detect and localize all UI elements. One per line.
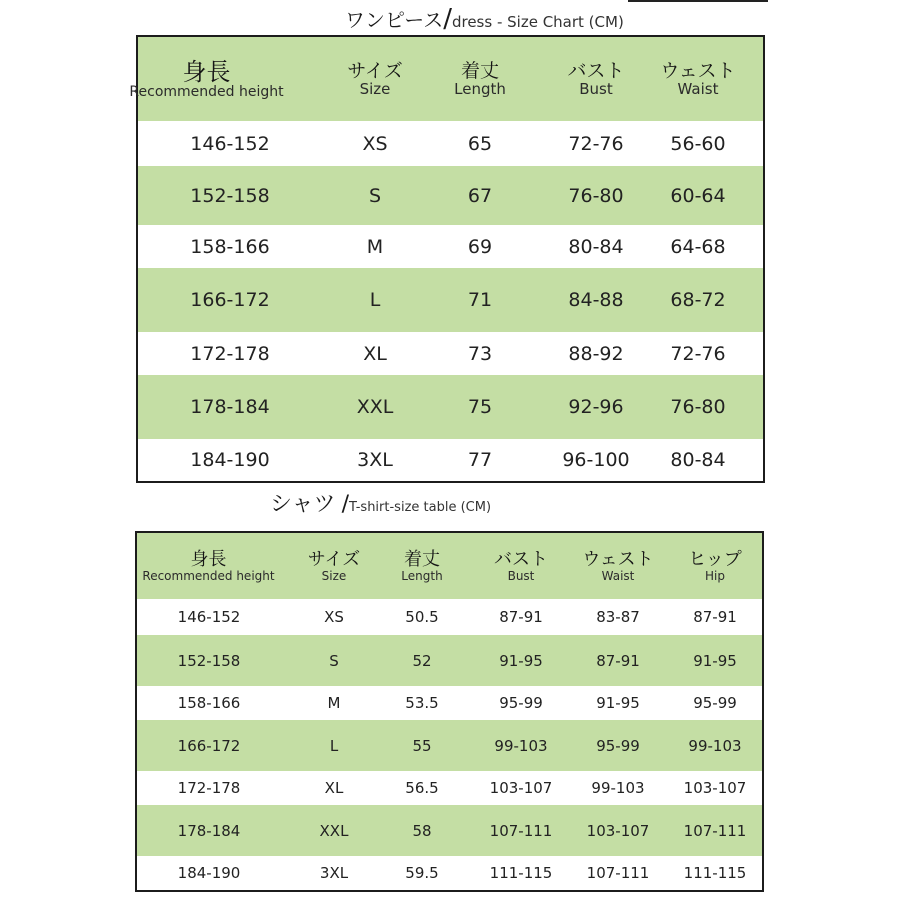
shirt-table-row — [137, 635, 762, 686]
cell-hip: 87-91 — [693, 608, 737, 626]
dress-table-row — [138, 332, 763, 375]
cell-length: 65 — [467, 132, 493, 155]
cell-waist: 72-76 — [670, 342, 726, 365]
cell-size: M — [327, 694, 341, 712]
cell-hip: 99-103 — [688, 736, 742, 755]
cell-waist: 56-60 — [670, 132, 726, 155]
dress-table-row — [138, 121, 763, 166]
cell-size: XL — [324, 779, 344, 797]
header-jp: バスト — [494, 548, 548, 570]
shirt-header-hip — [675, 533, 755, 599]
header-en: Size — [321, 568, 347, 583]
header-en: Waist — [601, 568, 635, 583]
shirt-header-length — [382, 533, 462, 599]
dress-title-jp: ワンピース — [345, 8, 444, 32]
cell-waist: 83-87 — [596, 608, 640, 626]
cell-height: 146-152 — [190, 132, 270, 155]
cell-waist: 103-107 — [586, 821, 650, 840]
cell-length: 69 — [467, 235, 493, 258]
header-en: Recommended height — [129, 83, 284, 100]
cell-size: XXL — [319, 821, 349, 840]
cell-length: 56.5 — [405, 779, 439, 797]
header-jp: 着丈 — [460, 59, 499, 82]
header-en: Bust — [507, 568, 535, 583]
dress-table-row — [138, 225, 763, 268]
shirt-size-chart — [135, 531, 764, 892]
cell-height: 178-184 — [190, 396, 270, 418]
cell-height: 166-172 — [177, 736, 241, 755]
shirt-table-row — [137, 771, 762, 805]
cell-length: 75 — [467, 396, 493, 418]
cell-waist: 87-91 — [596, 651, 640, 670]
header-en: Size — [359, 79, 391, 98]
header-jp: 身長 — [190, 548, 227, 570]
cell-size: M — [366, 235, 384, 258]
cell-size: S — [368, 184, 382, 207]
cell-height: 152-158 — [190, 184, 270, 207]
shirt-title-slash: / — [341, 492, 349, 517]
cell-waist: 107-111 — [586, 864, 650, 882]
cell-size: XXL — [356, 396, 394, 418]
header-jp: 身長 — [182, 57, 231, 86]
cell-hip: 95-99 — [693, 694, 737, 712]
shirt-header-row — [137, 533, 762, 599]
cell-waist: 95-99 — [596, 736, 640, 755]
dress-header-height — [129, 37, 284, 121]
cell-bust: 76-80 — [568, 184, 624, 207]
cell-height: 166-172 — [190, 289, 270, 311]
cell-waist: 64-68 — [670, 235, 726, 258]
cell-bust: 111-115 — [489, 864, 553, 882]
cell-bust: 99-103 — [494, 736, 548, 755]
cell-length: 52 — [412, 651, 432, 670]
shirt-table-row — [137, 686, 762, 720]
cell-waist: 99-103 — [591, 779, 645, 797]
cell-bust: 95-99 — [499, 694, 543, 712]
cell-bust: 84-88 — [568, 289, 624, 311]
dress-title-en: dress - Size Chart (CM) — [451, 13, 624, 31]
cell-bust: 87-91 — [499, 608, 543, 626]
dress-table-row — [138, 166, 763, 225]
cell-hip: 103-107 — [683, 779, 747, 797]
cell-length: 58 — [412, 821, 432, 840]
cell-length: 59.5 — [405, 864, 439, 882]
cell-size: 3XL — [357, 449, 393, 471]
dress-header-row — [129, 37, 763, 121]
shirt-header-size — [294, 533, 374, 599]
cell-length: 67 — [467, 184, 493, 207]
cell-waist: 80-84 — [670, 449, 726, 471]
cell-bust: 80-84 — [568, 235, 624, 258]
header-jp: 着丈 — [404, 548, 440, 570]
cell-bust: 103-107 — [489, 779, 553, 797]
cell-bust: 88-92 — [568, 342, 624, 365]
dress-header-length — [430, 37, 530, 121]
cell-hip: 111-115 — [683, 864, 747, 882]
cell-length: 53.5 — [405, 694, 439, 712]
cell-hip: 107-111 — [683, 821, 747, 840]
header-jp: ウェスト — [582, 548, 654, 570]
cell-height: 152-158 — [177, 651, 241, 670]
shirt-title-en: T-shirt-size table (CM) — [348, 500, 492, 515]
cell-height: 158-166 — [177, 694, 241, 712]
header-jp: ウェスト — [660, 59, 736, 82]
cell-length: 55 — [412, 736, 432, 755]
header-jp: サイズ — [347, 59, 403, 82]
cell-waist: 91-95 — [596, 694, 640, 712]
cell-length: 71 — [467, 289, 493, 311]
cell-length: 77 — [467, 449, 493, 471]
dress-chart-title — [345, 6, 624, 32]
cell-size: L — [329, 736, 339, 755]
cell-bust: 92-96 — [568, 396, 624, 418]
header-en: Length — [401, 568, 443, 583]
header-en: Waist — [677, 79, 719, 98]
header-jp: バスト — [567, 59, 625, 82]
cell-waist: 76-80 — [670, 396, 726, 418]
shirt-header-height — [137, 533, 280, 599]
dress-header-bust — [546, 37, 646, 121]
header-jp: ヒップ — [688, 548, 742, 570]
dress-title-slash: / — [443, 4, 452, 34]
dress-table-row — [138, 268, 763, 332]
top-divider-line — [628, 0, 768, 2]
header-en: Bust — [579, 79, 613, 98]
cell-height: 184-190 — [190, 449, 270, 471]
header-en: Length — [454, 79, 506, 98]
cell-height: 158-166 — [190, 235, 270, 258]
shirt-table-row — [137, 856, 762, 890]
cell-waist: 68-72 — [670, 289, 726, 311]
cell-height: 172-178 — [177, 779, 241, 797]
header-en: Hip — [705, 568, 725, 583]
shirt-table-row — [137, 805, 762, 856]
cell-size: XS — [362, 132, 388, 155]
dress-header-size — [325, 37, 425, 121]
cell-length: 50.5 — [405, 608, 439, 626]
cell-size: XS — [324, 608, 344, 626]
cell-height: 184-190 — [177, 864, 241, 882]
shirt-table-row — [137, 599, 762, 635]
shirt-header-waist — [573, 533, 663, 599]
cell-length: 73 — [467, 342, 493, 365]
header-jp: サイズ — [307, 548, 361, 570]
cell-height: 172-178 — [190, 342, 270, 365]
cell-size: S — [329, 651, 339, 670]
dress-table-row — [138, 375, 763, 439]
cell-size: XL — [363, 342, 387, 365]
dress-table-row — [138, 439, 763, 481]
cell-height: 146-152 — [177, 608, 241, 626]
cell-bust: 72-76 — [568, 132, 624, 155]
header-en: Recommended height — [142, 568, 275, 583]
dress-header-waist — [643, 37, 753, 121]
shirt-chart-title — [270, 494, 491, 516]
cell-bust: 96-100 — [562, 449, 630, 471]
cell-bust: 107-111 — [489, 821, 553, 840]
dress-size-chart — [129, 35, 765, 483]
cell-hip: 91-95 — [693, 651, 737, 670]
shirt-table-row — [137, 720, 762, 771]
cell-height: 178-184 — [177, 821, 241, 840]
cell-size: L — [369, 289, 381, 311]
shirt-header-bust — [481, 533, 561, 599]
cell-size: 3XL — [319, 864, 349, 882]
cell-waist: 60-64 — [670, 184, 726, 207]
cell-bust: 91-95 — [499, 651, 543, 670]
shirt-title-jp: シャツ — [270, 492, 336, 517]
